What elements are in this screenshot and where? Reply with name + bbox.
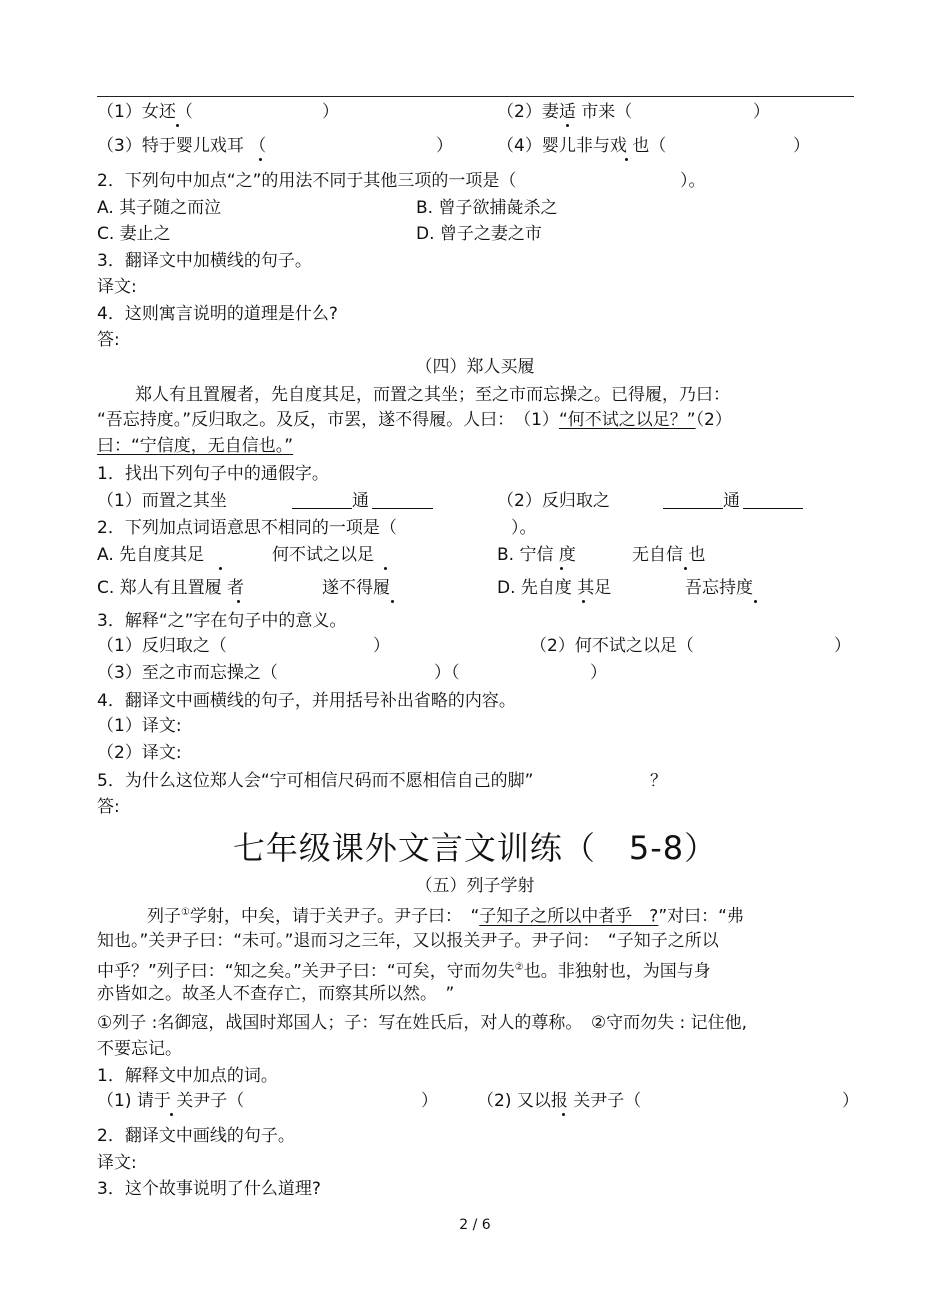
s4-q1-a-blank2[interactable] <box>372 491 433 509</box>
s5-p1-d: ”对曰：“弗 <box>658 906 744 927</box>
emphasis-dot <box>625 158 628 161</box>
s5-q1: 1．解释文中加点的词。 <box>97 1066 278 1086</box>
s3-q4: 4．这则寓言说明的道理是什么? <box>97 304 338 324</box>
s4-q4: 4．翻译文中画横线的句子，并用括号补出省略的内容。 <box>97 691 516 711</box>
s5-p3-a: 中乎？”列子曰：“知之矣。”关尹子曰：“可矣，守而勿失 <box>97 961 515 982</box>
s4-paragraph-line3: 曰：“宁信度，无自信也。” <box>97 436 294 456</box>
s4-p2-underlined: “何不试之以足？” <box>558 410 696 430</box>
s4-q3-c: （3）至之市而忘操之（ <box>97 663 278 683</box>
s5-note-line2: 不要忘记。 <box>97 1039 182 1059</box>
s5-p1-a: 列子 <box>147 906 181 927</box>
s4-heading: （四）郑人买履 <box>415 357 535 377</box>
s4-q3: 3．解释“之”字在句子中的意义。 <box>97 611 347 631</box>
s3-q1-a: （1）女还（ <box>97 102 193 122</box>
page-title: 七年级课外文言文训练（ 5-8） <box>232 829 718 867</box>
emphasis-dot <box>562 1113 565 1116</box>
emphasis-dot <box>237 600 240 603</box>
s3-q1-c: （3）特于婴儿戏耳 （ <box>97 136 267 156</box>
s4-q2: 2．下列加点词语意思不相同的一项是（ <box>97 518 397 538</box>
s4-q2-option-c1: C. 郑人有且置履 者 <box>97 578 245 598</box>
emphasis-dot <box>259 158 262 161</box>
s5-q3: 3．这个故事说明了什么道理? <box>97 1179 321 1199</box>
s3-q2: 2．下列句中加点“之”的用法不同于其他三项的一项是（ <box>97 171 517 191</box>
s4-p2-text: “吾忘持度。”反归取之。及反，市罢，遂不得履。人曰： （1） <box>97 410 559 430</box>
s4-paragraph-line1: 郑人有且置履者，先自度其足，而置之其坐；至之市而忘操之。已得履，乃曰： <box>135 385 730 405</box>
s4-q2-option-d2: 吾忘持度 <box>685 578 753 598</box>
s4-q1-a-blank1[interactable] <box>292 491 352 509</box>
s3-q2-option-c: C. 妻止之 <box>97 224 171 244</box>
emphasis-dot <box>560 567 563 570</box>
s5-paragraph-line3 <box>97 957 711 983</box>
emphasis-dot <box>582 600 585 603</box>
s4-paragraph-line2 <box>97 409 732 431</box>
s5-q1-a-end: ） <box>421 1091 438 1111</box>
emphasis-dot <box>384 567 387 570</box>
s5-paragraph-line1 <box>147 902 744 928</box>
s5-paragraph-line4: 亦皆如之。故圣人不查存亡，而察其所以然。 ” <box>97 984 455 1004</box>
s4-q5-end: ？ <box>650 771 667 791</box>
emphasis-dot <box>754 600 757 603</box>
s4-q2-option-b2: 无自信 也 <box>632 545 706 565</box>
s3-q1-d: （4）婴儿非与戏 也（ <box>497 136 667 156</box>
s5-q2: 2．翻译文中画线的句子。 <box>97 1126 295 1146</box>
s5-p1-b: 学射，中矣，请于关尹子。尹子曰： “ <box>189 906 480 927</box>
s3-q4-answer: 答: <box>97 330 120 350</box>
s4-q3-b: （2）何不试之以足（ <box>530 636 694 656</box>
s4-q1-b: （2）反归取之 <box>497 491 610 511</box>
s5-p1-underlined: 子知子之所以中者乎 ? <box>479 906 659 927</box>
s4-q3-a-end: ） <box>373 636 390 656</box>
s3-q3-answer: 译文: <box>97 277 137 297</box>
emphasis-dot <box>566 124 569 127</box>
s4-q2-option-c2: 遂不得履 <box>322 578 390 598</box>
emphasis-dot <box>684 567 687 570</box>
emphasis-dot <box>391 600 394 603</box>
s5-q1-a: （1) 请于 关尹子（ <box>97 1091 245 1111</box>
s4-q1-a-mid: 通 <box>352 491 369 511</box>
s5-p3-b: 也。非独射也，为国与身 <box>523 961 711 982</box>
s4-p2-marker: （2） <box>695 410 732 430</box>
footnote-marker-2: ② <box>514 962 524 973</box>
s4-q3-c-mid: ）（ <box>434 663 460 683</box>
s5-note-line1: ①列子 :名御寇，战国时郑国人；子：写在姓氏后，对人的尊称。 ②守而勿失 : 记住他, <box>97 1013 748 1033</box>
s4-q1: 1．找出下列句子中的通假字。 <box>97 464 329 484</box>
s3-q2-option-b: B. 曾子欲捕彘杀之 <box>416 198 558 218</box>
s4-q1-b-blank1[interactable] <box>663 491 723 509</box>
s3-q1-c-end: ） <box>436 136 453 156</box>
footnote-marker-1: ① <box>181 907 190 918</box>
s3-q2-end: ）。 <box>680 171 706 191</box>
s4-q1-b-mid: 通 <box>723 491 740 511</box>
s4-q1-a: （1）而置之其坐 <box>97 491 227 511</box>
s5-heading: （五）列子学射 <box>415 876 535 896</box>
s4-q2-option-b1: B. 宁信 度 <box>497 545 576 565</box>
s5-paragraph-line2: 知也。”关尹子曰：“未可。”退而习之三年，又以报关尹子。尹子问： “子知子之所以 <box>97 931 719 951</box>
top-rule <box>97 96 854 97</box>
emphasis-dot <box>219 567 222 570</box>
s4-q2-option-a1: A. 先自度其足 <box>97 545 205 565</box>
s5-q2-answer: 译文: <box>97 1153 137 1173</box>
s3-q1-a-end: ） <box>322 102 339 122</box>
emphasis-dot <box>176 124 179 127</box>
s3-q1-b: （2）妻适 市来（ <box>497 102 633 122</box>
s4-q2-end: ）。 <box>511 518 537 538</box>
s3-q1-d-end: ） <box>793 136 810 156</box>
s4-q2-option-a2: 何不试之以足 <box>272 545 374 565</box>
s4-q3-c-end: ） <box>590 663 607 683</box>
s4-q5-answer: 答: <box>97 797 120 817</box>
emphasis-dot <box>170 1113 173 1116</box>
s4-q3-a: （1）反归取之（ <box>97 636 227 656</box>
s4-q3-b-end: ） <box>834 636 851 656</box>
s3-q1-b-end: ） <box>753 102 770 122</box>
s4-q4-b: （2）译文: <box>97 743 182 763</box>
s4-q5: 5．为什么这位郑人会“宁可相信尺码而不愿相信自己的脚” <box>97 771 534 791</box>
s3-q3: 3．翻译文中加横线的句子。 <box>97 251 312 271</box>
s4-q4-a: （1）译文: <box>97 716 182 736</box>
page-number: 2 / 6 <box>459 1217 491 1233</box>
s5-q1-b-end: ） <box>842 1091 859 1111</box>
s3-q2-option-a: A. 其子随之而泣 <box>97 198 222 218</box>
s3-q2-option-d: D. 曾子之妻之市 <box>416 224 542 244</box>
s4-q2-option-d1: D. 先自度 其足 <box>497 578 612 598</box>
s5-q1-b: （2) 又以报 关尹子（ <box>477 1091 642 1111</box>
s4-q1-b-blank2[interactable] <box>743 491 803 509</box>
